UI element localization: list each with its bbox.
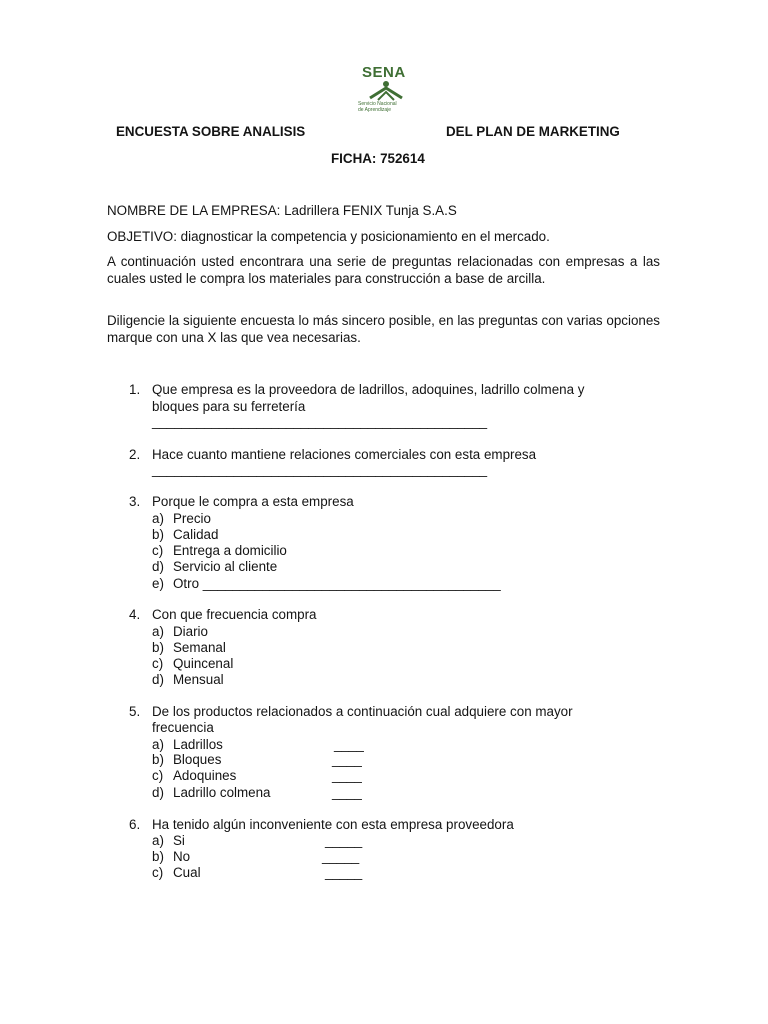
ficha-label: FICHA: 752614 bbox=[331, 151, 425, 166]
question-number: 4. bbox=[129, 607, 141, 622]
option-item[interactable]: d) bbox=[152, 559, 164, 574]
option-item[interactable]: a) bbox=[152, 737, 164, 752]
option-label: Ladrillo colmena bbox=[173, 785, 271, 800]
option-blank[interactable]: ____ bbox=[334, 737, 364, 752]
option-label: No bbox=[173, 849, 191, 864]
option-item[interactable]: a) bbox=[152, 511, 164, 526]
option-item[interactable]: b) bbox=[152, 752, 164, 767]
option-label: Adoquines bbox=[173, 768, 237, 783]
title-right: DEL PLAN DE MARKETING bbox=[446, 124, 620, 139]
objetivo-line: OBJETIVO: diagnosticar la competencia y posicionamiento en el mercado. bbox=[107, 229, 550, 244]
question-text: Porque le compra a esta empresa bbox=[152, 494, 354, 509]
option-item[interactable]: d) bbox=[152, 785, 164, 800]
option-item[interactable]: b) bbox=[152, 640, 164, 655]
question-number: 5. bbox=[129, 704, 141, 719]
intro-paragraph-1: A continuación usted encontrara una serie de preguntas relacionadas con empresas a las cuales usted le compra los materiales para construcción a base de arcilla. bbox=[107, 254, 660, 286]
answer-line[interactable]: _____________________________________________ bbox=[152, 414, 488, 429]
option-label: Si bbox=[173, 833, 185, 848]
question-text-cont: bloques para su ferretería bbox=[152, 399, 306, 414]
intro-paragraph-2: Diligencie la siguiente encuesta lo más sincero posible, en las preguntas con varias opciones marque con una X las que vea necesarias. bbox=[107, 313, 660, 345]
option-label: Diario bbox=[173, 624, 208, 639]
option-label: Semanal bbox=[173, 640, 226, 655]
option-label: Entrega a domicilio bbox=[173, 543, 287, 558]
option-item[interactable]: a) bbox=[152, 624, 164, 639]
title-left: ENCUESTA SOBRE ANALISIS bbox=[116, 124, 306, 139]
option-label: Cual bbox=[173, 865, 201, 880]
option-item[interactable]: e) bbox=[152, 576, 164, 591]
option-item[interactable]: c) bbox=[152, 865, 164, 880]
option-blank[interactable]: _____ bbox=[325, 865, 363, 880]
option-label: Mensual bbox=[173, 672, 224, 687]
question-text: Hace cuanto mantiene relaciones comerciales con esta empresa bbox=[152, 447, 537, 462]
option-blank[interactable]: _____ bbox=[322, 849, 360, 864]
question-text: Ha tenido algún inconveniente con esta empresa proveedora bbox=[152, 817, 514, 832]
logo-word: SENA bbox=[362, 64, 406, 81]
logo-subtitle: Servicio Nacional de Aprendizaje bbox=[358, 101, 397, 113]
question-number: 2. bbox=[129, 447, 141, 462]
option-blank[interactable]: ____ bbox=[332, 768, 362, 783]
option-item[interactable]: c) bbox=[152, 656, 164, 671]
question-text: Con que frecuencia compra bbox=[152, 607, 317, 622]
option-item[interactable]: c) bbox=[152, 543, 164, 558]
question-number: 6. bbox=[129, 817, 141, 832]
option-label: Quincenal bbox=[173, 656, 234, 671]
empresa-line: NOMBRE DE LA EMPRESA: Ladrillera FENIX Tunja S.A.S bbox=[107, 203, 457, 218]
option-label: Calidad bbox=[173, 527, 219, 542]
question-text: Que empresa es la proveedora de ladrillos, adoquines, ladrillo colmena y bbox=[152, 382, 585, 397]
option-item[interactable]: a) bbox=[152, 833, 164, 848]
question-number: 3. bbox=[129, 494, 141, 509]
option-item[interactable]: d) bbox=[152, 672, 164, 687]
question-text-cont: frecuencia bbox=[152, 720, 214, 735]
option-item[interactable]: b) bbox=[152, 849, 164, 864]
option-blank[interactable]: ____ bbox=[332, 785, 362, 800]
option-label: Ladrillos bbox=[173, 737, 223, 752]
logo-figure-icon bbox=[366, 80, 406, 102]
option-other-field[interactable]: Otro ________________________________________ bbox=[173, 576, 501, 591]
option-blank[interactable]: ____ bbox=[332, 752, 362, 767]
option-blank[interactable]: _____ bbox=[325, 833, 363, 848]
sena-logo bbox=[352, 64, 422, 116]
option-item[interactable]: c) bbox=[152, 768, 164, 783]
option-item[interactable]: b) bbox=[152, 527, 164, 542]
question-text: De los productos relacionados a continuación cual adquiere con mayor bbox=[152, 704, 573, 719]
option-label: Bloques bbox=[173, 752, 222, 767]
option-label: Precio bbox=[173, 511, 211, 526]
option-label: Servicio al cliente bbox=[173, 559, 278, 574]
answer-line[interactable]: _____________________________________________ bbox=[152, 462, 488, 477]
question-number: 1. bbox=[129, 382, 141, 397]
